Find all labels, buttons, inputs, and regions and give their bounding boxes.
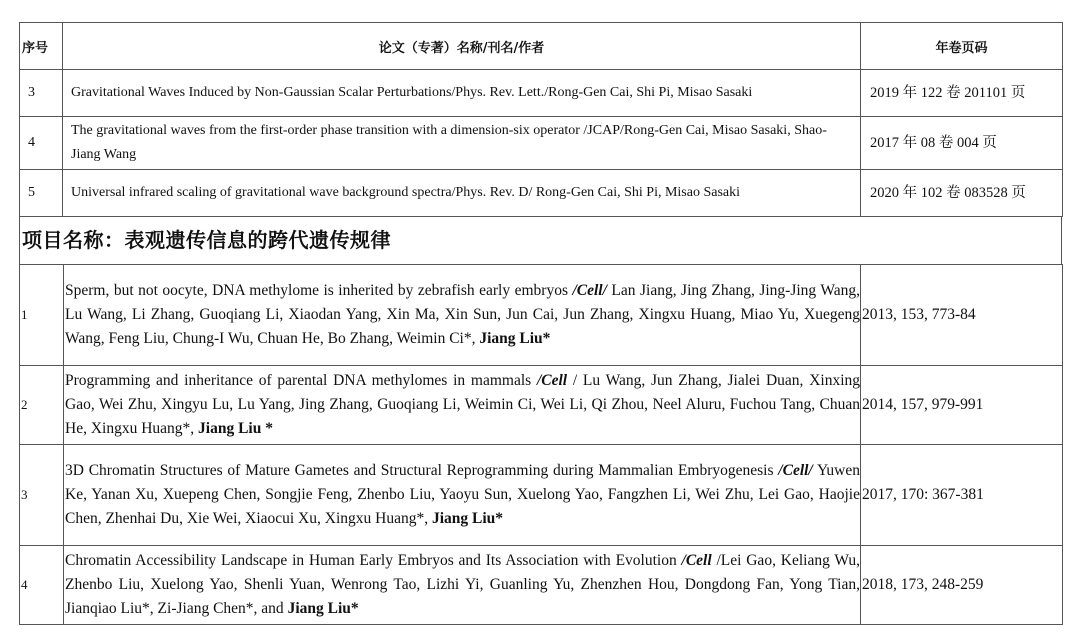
paper-pages: 2017, 170: 367-381 [861, 445, 1063, 546]
paper-title: The gravitational waves from the first-order phase transition with a dimension-six operator /JCAP/Rong-Gen Cai, Misao Sasaki, Shao-Jiang Wang [63, 117, 861, 170]
paper-title: Programming and inheritance of parental DNA methylomes in mammals [65, 372, 537, 389]
journal-name: /Cell/ [572, 282, 607, 299]
paper-reference [64, 366, 861, 445]
row-number: 4 [20, 117, 63, 170]
papers-table-epigenetics [19, 264, 1063, 625]
header-title: 论文（专著）名称/刊名/作者 [63, 23, 861, 70]
paper-title: Gravitational Waves Induced by Non-Gaussian Scalar Perturbations/Phys. Rev. Lett./Rong-Gen Cai, Shi Pi, Misao Sasaki [63, 70, 861, 117]
journal-name: /Cell/ [778, 462, 813, 479]
paper-reference [64, 546, 861, 625]
paper-authors: /Lei Gao, Keliang Wu, Zhenbo Liu, Xuelong Yao, Shenli Yuan, Wenrong Tao, Lizhi Yi, Guanling Yu, Zhenzhen Hou, Dongdong Fan, Yong Tian, Jianqiao Liu*, Zi-Jiang Chen*, and [65, 552, 860, 617]
row-number: 1 [20, 265, 64, 366]
table-row [20, 445, 1063, 546]
paper-pages: 2018, 173, 248-259 [861, 546, 1063, 625]
paper-title: 3D Chromatin Structures of Mature Gametes and Structural Reprogramming during Mammalian Embryogenesis [65, 462, 779, 479]
paper-authors: Lan Jiang, Jing Zhang, Jing-Jing Wang, Lu Wang, Li Zhang, Guoqiang Li, Xiaodan Yang, Xin Ma, Xin Sun, Jun Cai, Jun Zhang, Xingxu Huang, Miao Yu, Xuegeng Wang, Feng Liu, Chung-I Wu, Chuan He, Bo Zhang, Weimin Ci*, [65, 282, 861, 347]
corresponding-author: Jiang Liu* [479, 330, 551, 347]
project-heading: 项目名称：表观遗传信息的跨代遗传规律 [19, 216, 1062, 264]
table-row [20, 546, 1063, 625]
table-row [20, 170, 1063, 217]
header-pages: 年卷页码 [861, 23, 1063, 70]
header-seq: 序号 [20, 23, 63, 70]
journal-name: /Cell [681, 552, 712, 569]
row-number: 5 [20, 170, 63, 217]
table-row [20, 117, 1063, 170]
table-row [20, 70, 1063, 117]
paper-reference [64, 265, 861, 366]
row-number: 4 [20, 546, 64, 625]
table-row [20, 366, 1063, 445]
paper-authors: Yuwen Ke, Yanan Xu, Xuepeng Chen, Songjie Feng, Zhenbo Liu, Yaoyu Sun, Xuelong Yao, Fangzhen Li, Wei Zhu, Lei Gao, Haojie Chen, Zhenhai Du, Xie Wei, Xiaocui Xu, Xingxu Huang*, [65, 462, 860, 527]
paper-pages: 2020 年 102 卷 083528 页 [861, 170, 1063, 217]
paper-title: Chromatin Accessibility Landscape in Human Early Embryos and Its Association with Evolution [65, 552, 682, 569]
corresponding-author: Jiang Liu* [431, 510, 504, 527]
corresponding-author: Jiang Liu* [287, 600, 359, 617]
table-header-row [20, 23, 1063, 70]
paper-pages: 2019 年 122 卷 201101 页 [861, 70, 1063, 117]
row-number: 3 [20, 445, 64, 546]
table-row [20, 265, 1063, 366]
corresponding-author: Jiang Liu * [198, 420, 273, 437]
paper-title: Sperm, but not oocyte, DNA methylome is inherited by zebrafish early embryos [65, 282, 573, 299]
row-number: 3 [20, 70, 63, 117]
paper-authors: / Lu Wang, Jun Zhang, Jialei Duan, Xinxing Gao, Wei Zhu, Xingyu Lu, Lu Yang, Jing Zhang, Guoqiang Li, Weimin Ci, Wei Li, Qi Zhou, Neel Aluru, Fuchou Tang, Chuan He, Xingxu Huang*, [65, 372, 860, 437]
papers-table-physics [19, 22, 1063, 217]
paper-pages: 2014, 157, 979-991 [861, 366, 1063, 445]
row-number: 2 [20, 366, 64, 445]
paper-title: Universal infrared scaling of gravitational wave background spectra/Phys. Rev. D/ Rong-Gen Cai, Shi Pi, Misao Sasaki [63, 170, 861, 217]
paper-reference [64, 445, 861, 546]
journal-name: /Cell [536, 372, 568, 389]
paper-pages: 2013, 153, 773-84 [861, 265, 1063, 366]
paper-pages: 2017 年 08 卷 004 页 [861, 117, 1063, 170]
